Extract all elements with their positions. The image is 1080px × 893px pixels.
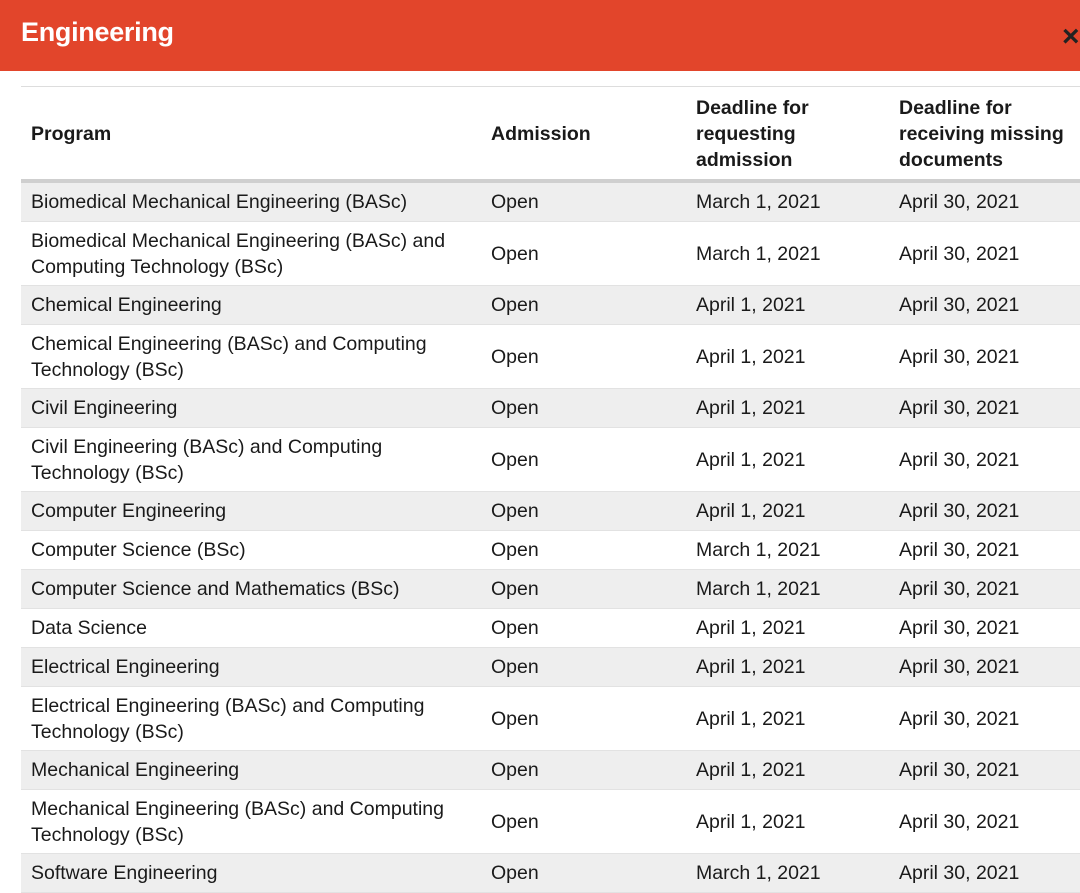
program-cell: Biomedical Mechanical Engineering (BASc) — [21, 181, 481, 222]
deadline-request-cell: April 1, 2021 — [686, 687, 889, 751]
table-row — [21, 286, 1080, 325]
program-cell: Mechanical Engineering (BASc) and Computing Technology (BSc) — [21, 790, 481, 854]
column-header-deadline-request: Deadline for requesting admission — [696, 97, 809, 171]
deadline-docs-cell: April 30, 2021 — [889, 751, 1080, 790]
deadline-docs-cell: April 30, 2021 — [889, 325, 1080, 389]
deadline-docs-cell: April 30, 2021 — [889, 687, 1080, 751]
program-cell: Software Engineering — [21, 854, 481, 893]
admission-cell: Open — [481, 222, 686, 286]
deadline-docs-cell: April 30, 2021 — [889, 648, 1080, 687]
deadline-request-cell: March 1, 2021 — [686, 222, 889, 286]
admission-cell: Open — [481, 181, 686, 222]
deadline-request-cell: April 1, 2021 — [686, 286, 889, 325]
admission-cell: Open — [481, 648, 686, 687]
table-row — [21, 687, 1080, 751]
deadline-request-cell: April 1, 2021 — [686, 609, 889, 648]
modal-title: Engineering — [21, 17, 174, 47]
column-header-admission: Admission — [491, 123, 591, 145]
deadline-request-cell: March 1, 2021 — [686, 531, 889, 570]
column-header-deadline-docs: Deadline for receiving missing documents — [899, 97, 1064, 171]
deadline-docs-cell: April 30, 2021 — [889, 389, 1080, 428]
deadline-request-cell: April 1, 2021 — [686, 428, 889, 492]
program-cell: Biomedical Mechanical Engineering (BASc) and Computing Technology (BSc) — [21, 222, 481, 286]
admission-cell: Open — [481, 286, 686, 325]
table-row — [21, 389, 1080, 428]
table-row — [21, 531, 1080, 570]
program-cell: Chemical Engineering (BASc) and Computing Technology (BSc) — [21, 325, 481, 389]
program-cell: Electrical Engineering (BASc) and Computing Technology (BSc) — [21, 687, 481, 751]
deadline-docs-cell: April 30, 2021 — [889, 492, 1080, 531]
modal-header — [0, 0, 1080, 71]
program-cell: Data Science — [21, 609, 481, 648]
deadline-request-cell: April 1, 2021 — [686, 389, 889, 428]
table-row — [21, 325, 1080, 389]
admission-cell: Open — [481, 428, 686, 492]
program-cell: Chemical Engineering — [21, 286, 481, 325]
admission-cell: Open — [481, 492, 686, 531]
program-cell: Civil Engineering (BASc) and Computing Technology (BSc) — [21, 428, 481, 492]
deadlines-table-container — [21, 86, 1080, 893]
deadline-request-cell: March 1, 2021 — [686, 570, 889, 609]
deadline-docs-cell: April 30, 2021 — [889, 570, 1080, 609]
admission-cell: Open — [481, 389, 686, 428]
deadline-docs-cell: April 30, 2021 — [889, 428, 1080, 492]
deadline-docs-cell: April 30, 2021 — [889, 790, 1080, 854]
program-cell: Civil Engineering — [21, 389, 481, 428]
program-cell: Mechanical Engineering — [21, 751, 481, 790]
deadline-docs-cell: April 30, 2021 — [889, 854, 1080, 893]
deadline-request-cell: March 1, 2021 — [686, 181, 889, 222]
table-row — [21, 648, 1080, 687]
table-row — [21, 492, 1080, 531]
deadline-docs-cell: April 30, 2021 — [889, 181, 1080, 222]
admission-cell: Open — [481, 325, 686, 389]
admission-cell: Open — [481, 531, 686, 570]
table-row — [21, 609, 1080, 648]
admission-cell: Open — [481, 790, 686, 854]
deadline-request-cell: April 1, 2021 — [686, 648, 889, 687]
admission-cell: Open — [481, 751, 686, 790]
admission-cell: Open — [481, 570, 686, 609]
deadline-request-cell: April 1, 2021 — [686, 325, 889, 389]
column-header-program: Program — [31, 123, 112, 145]
table-row — [21, 222, 1080, 286]
admission-cell: Open — [481, 854, 686, 893]
deadline-request-cell: April 1, 2021 — [686, 790, 889, 854]
deadline-docs-cell: April 30, 2021 — [889, 222, 1080, 286]
program-cell: Electrical Engineering — [21, 648, 481, 687]
program-cell: Computer Science (BSc) — [21, 531, 481, 570]
table-header-row — [21, 87, 1080, 182]
deadline-request-cell: April 1, 2021 — [686, 751, 889, 790]
table-row — [21, 790, 1080, 854]
table-row — [21, 181, 1080, 222]
admission-cell: Open — [481, 687, 686, 751]
table-row — [21, 428, 1080, 492]
program-cell: Computer Engineering — [21, 492, 481, 531]
deadlines-table — [21, 86, 1080, 893]
close-icon[interactable]: × — [1062, 20, 1080, 53]
table-row — [21, 751, 1080, 790]
deadline-docs-cell: April 30, 2021 — [889, 531, 1080, 570]
deadline-docs-cell: April 30, 2021 — [889, 609, 1080, 648]
admission-cell: Open — [481, 609, 686, 648]
table-row — [21, 570, 1080, 609]
table-row — [21, 854, 1080, 893]
deadline-request-cell: April 1, 2021 — [686, 492, 889, 531]
deadline-request-cell: March 1, 2021 — [686, 854, 889, 893]
program-cell: Computer Science and Mathematics (BSc) — [21, 570, 481, 609]
deadline-docs-cell: April 30, 2021 — [889, 286, 1080, 325]
